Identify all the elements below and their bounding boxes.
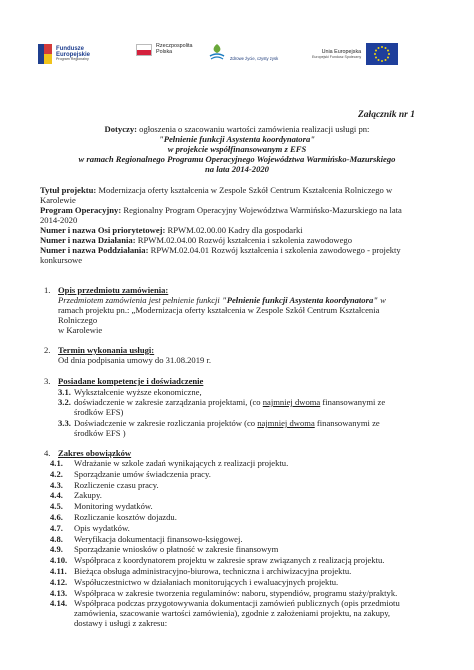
section-1-line3: Rolniczego [58,315,98,325]
project-title-value: Modernizacja oferty kształcenia w Zespole Szkół Centrum Kształcenia Rolniczego w [96,185,393,195]
action-value: RPWM.02.04.00 Rozwój kształcenia i szkolenia zawodowego [135,235,353,245]
program-operacyjny [40,205,402,215]
section-3-3 [58,418,380,428]
duty-item [50,555,384,565]
fe-line3: Program Regionalny [56,57,89,62]
s3-3-a: Doświadczenie w zakresie rozliczania projektów (co [74,418,258,428]
duty-text: Współuczestnictwo w działaniach monitorujących i ewaluacyjnych projektu. [74,576,339,587]
s3-1-text: Wykształcenie wyższe ekonomiczne, [74,387,202,397]
duty-text: Monitoring wydatków. [74,501,153,512]
section-1-heading [44,285,168,295]
duty-number: 4.3. [50,479,63,490]
duty-item [50,458,288,468]
duty-item [50,566,351,576]
duty-text: Rozliczanie kosztów dojazdu. [74,512,177,522]
section-1-line4: w Karolewie [58,325,103,335]
duty-number: 4.9. [50,544,63,555]
duty-text: Sporządzanie wniosków o płatność w zakresie finansowym [74,544,279,555]
duty-text: Współpraca podczas przygotowywania dokumentacji zamówień publicznych (opis przedmiotu [74,598,400,609]
dotyczy-text: ogłoszenia o szacowaniu wartości zamówienia realizacji usługi pn: [137,124,370,134]
s1-line1-a: Przedmiotem zamówienia jest pełnienie funkcji [58,295,222,305]
section-4-title: Zakres obowiązków [58,448,132,458]
project-title-cont: Karolewie [40,195,76,205]
duty-text: Wdrażanie w szkole zadań wynikających z realizacji projektu. [74,458,289,468]
duty-number: 4.14. [50,598,68,609]
duty-number: 4.8. [50,533,63,544]
duty-number: 4.1. [50,458,63,468]
duty-item [50,523,130,533]
duty-number: 4.10. [50,555,68,566]
section-2-heading [44,345,154,355]
warmia-mazury-slogan: Zdrowe życie, czysty zysk [230,56,279,61]
section-1-line2: ramach projektu pn.: „Modernizacja oferty kształcenia w Zespole Szkół Centrum Kształcenia [58,305,380,315]
s3-3-number: 3.3. [58,418,71,428]
section-1-title: Opis przedmiotu zamówienia: [58,285,169,295]
duty-number: 4.5. [50,501,63,512]
rzeczpospolita-logo [136,44,193,56]
subaction-label: Numer i nazwa Poddziałania: [40,245,149,255]
section-3-heading [44,376,203,386]
program-label: Program Operacyjny: [40,205,122,215]
ue-line1: Unia Europejska [321,48,362,55]
duty-item [50,512,177,522]
section-4-number: 4. [44,448,51,458]
section-2-text: Od dnia podpisania umowy do 31.08.2019 r. [58,355,212,365]
warmia-mazury-logo [208,42,278,61]
duty-number: 4.13. [50,587,68,598]
duty-text: Współpraca z koordynatorem projektu w zakresie spraw związanych z realizacją projektu. [74,555,385,566]
section-4-heading [44,448,131,458]
s3-1-number: 3.1. [58,387,71,397]
section-1-number: 1. [44,285,51,295]
section-2-title: Termin wykonania usługi: [58,345,155,355]
program-cont: 2014-2020 [40,215,78,225]
s1-line1-c: w [378,295,386,305]
duty-4-14-cont1: zamówienia, szacowanie wartości zamówienia), zgodnie z założeniami projektu, na zakupy, [74,608,391,618]
duty-number: 4.7. [50,522,63,533]
heading-efs: w projekcie współfinansowanym z EFS [167,144,307,154]
duty-item [50,501,153,511]
duty-number: 4.12. [50,576,68,587]
subaction-value: RPWM.02.04.01 Rozwój kształcenia i szkolenia zawodowego - projekty [148,245,401,255]
s3-2-a: doświadczenie w zakresie zarządzania projektami, (co [74,397,263,407]
duty-item [50,469,211,479]
heading-years: na lata 2014-2020 [205,164,269,174]
subaction [40,245,401,255]
duty-text: Rozliczenie czasu pracy. [74,479,159,490]
duty-number: 4.2. [50,468,63,479]
warmia-mazury-mark-icon [208,43,226,61]
duty-text: Bieżąca obsługa administracyjno-biurowa, techniczna i archiwizacyjna projektu. [74,566,352,576]
axis-label: Numer i nazwa Osi priorytetowej: [40,225,166,235]
duty-item [50,480,159,490]
duty-text: Weryfikacja dokumentacji finansowo-księgowej. [74,533,243,544]
fe-line2: Europejskie [56,52,91,59]
heading-program: w ramach Regionalnego Programu Operacyjnego Województwa Warmińsko-Mazurskiego [78,154,396,164]
program-value: Regionalny Program Operacyjny Województwa Warmińsko-Mazurskiego na lata [121,205,402,215]
duty-item [50,577,338,587]
duty-text: Współpraca w zakresie tworzenia regulaminów: naboru, stypendiów, programu staży/praktyk. [74,587,398,598]
ue-line2: Europejski Fundusz Społeczny [312,55,362,60]
section-3-2 [58,397,385,407]
duty-item [50,534,243,544]
duty-number: 4.6. [50,512,63,522]
subaction-cont: konkursowe [40,255,83,265]
duty-item [50,490,102,500]
project-title-label: Tytuł projektu: [40,185,97,195]
section-3-3-cont: środków EFS ) [74,428,126,438]
section-3-1 [58,387,202,397]
s3-2-b: finansowanymi ze [320,397,386,407]
action [40,235,352,245]
fe-line1: Fundusze [56,45,84,52]
s3-3-b: finansowanymi ze [314,418,380,428]
section-3-2-cont: środków EFS) [74,407,124,417]
priority-axis [40,225,303,235]
attachment-label: Załącznik nr 1 [358,110,416,120]
rp-line2: Polska [156,49,173,55]
s3-3-underlined: najmniej dwoma [257,418,315,428]
fundusze-europejskie-logo [38,44,90,64]
logo-bar [34,40,444,76]
s3-2-number: 3.2. [58,397,71,407]
s1-line1-b: "Pełnienie funkcji Asystenta koordynatora" [221,295,379,305]
project-title [40,185,392,195]
heading-dotyczy [0,124,474,134]
section-3-number: 3. [44,376,51,386]
eu-flag-icon [366,43,398,65]
polish-flag-icon [136,44,152,56]
section-1-line1 [58,295,386,305]
duty-number: 4.11. [50,566,67,576]
duty-4-14-cont2: dostawy i usługi z zakresu: [74,618,168,628]
s3-2-underlined: najmniej dwoma [262,397,321,407]
action-label: Numer i nazwa Działania: [40,235,136,245]
section-2-number: 2. [44,345,51,355]
rp-line1: Rzeczpospolita [156,43,193,50]
unia-europejska-logo [312,43,398,65]
duty-text: Opis wydatków. [74,522,130,533]
heading-service-name: "Pełnienie funkcji Asystenta koordynatora" [158,134,316,144]
fe-mark-icon [38,44,52,64]
duty-item [50,544,278,554]
section-3-title: Posiadane kompetencje i doświadczenie [58,376,204,386]
dotyczy-label: Dotyczy: [104,124,137,134]
axis-value: RPWM.02.00.00 Kadry dla gospodarki [165,225,303,235]
duty-item [50,588,397,598]
duty-text: Zakupy. [74,490,102,501]
duty-number: 4.4. [50,490,63,501]
duty-text: Sporządzanie umów świadczenia pracy. [74,468,211,479]
